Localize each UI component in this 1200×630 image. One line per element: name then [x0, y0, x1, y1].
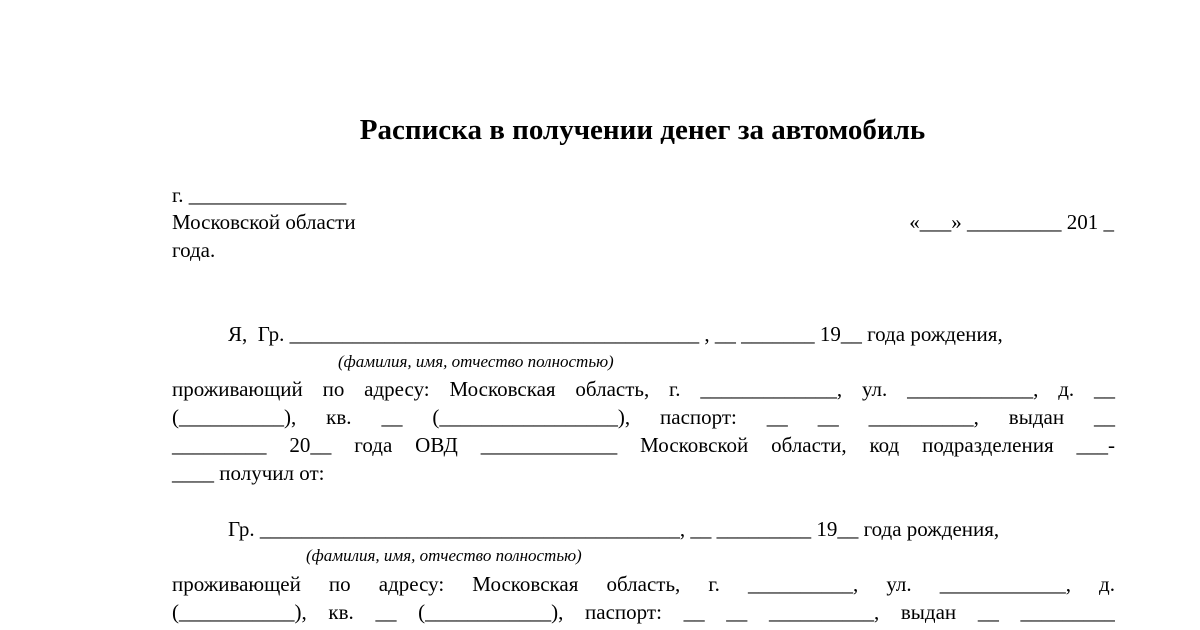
document-title: Расписка в получении денег за автомобиль	[359, 114, 926, 146]
city-line: г. _______________	[172, 183, 347, 207]
para2-line1: Гр. ________________________________________, __ _________ 19__ года рождения,	[228, 517, 1000, 541]
para2-line2: проживающей по адресу: Московская область, г. __________, ул. ____________, д.	[172, 572, 1115, 596]
para1-line2: проживающий по адресу: Московская область, г. _____________, ул. ____________, д. __	[172, 377, 1115, 401]
para1-line5: ____ получил от:	[172, 461, 325, 485]
para1-line1: Я, Гр. _______________________________________ , __ _______ 19__ года рождения,	[228, 322, 1003, 346]
para1-name-note: (фамилия, имя, отчество полностью)	[338, 352, 614, 371]
year-word: года.	[172, 238, 216, 262]
para1-line3: (__________), кв. __ (_________________), паспорт: __ __ __________, выдан __	[172, 405, 1115, 429]
date-line: «___» _________ 201 _	[909, 210, 1114, 234]
para2-name-note: (фамилия, имя, отчество полностью)	[306, 546, 582, 565]
region-line: Московской области	[172, 210, 356, 234]
para1-line4: _________ 20__ года ОВД _____________ Московской области, код подразделения ___-	[172, 433, 1115, 457]
para2-line3: (___________), кв. __ (____________), паспорт: __ __ __________, выдан __ _________	[172, 600, 1115, 624]
